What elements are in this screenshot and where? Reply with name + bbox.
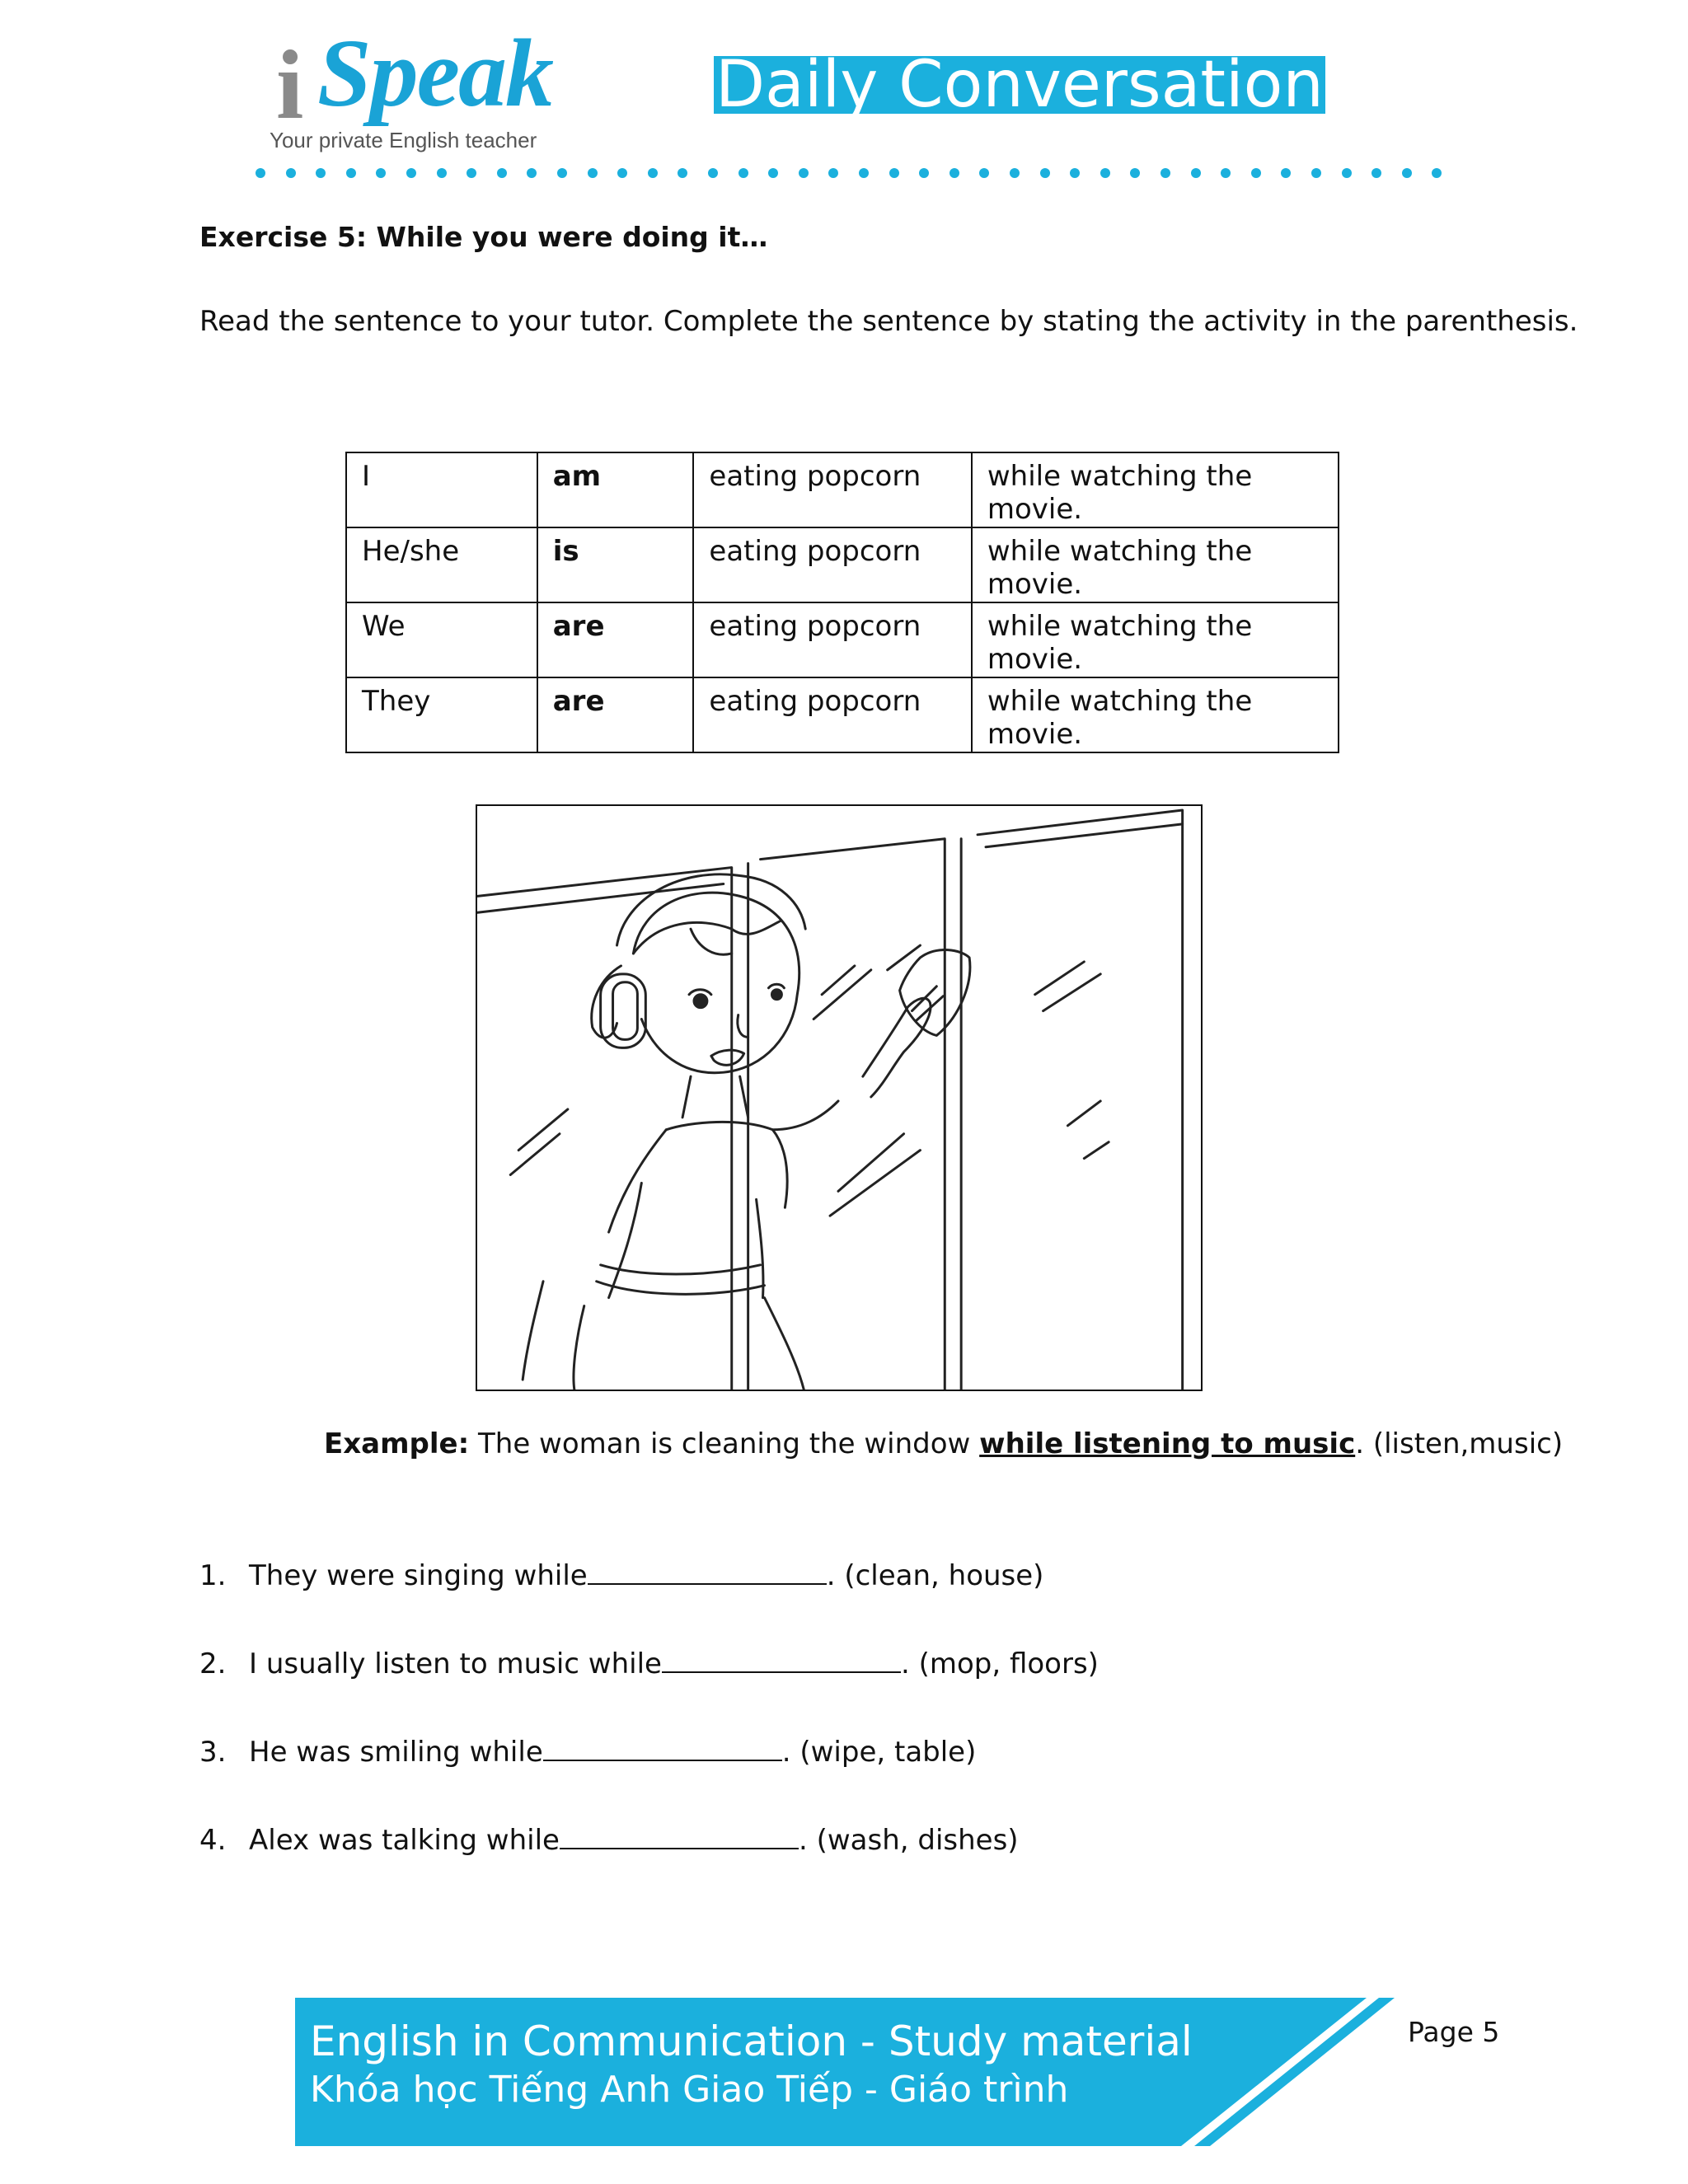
table-row (346, 527, 1339, 602)
divider-dot (738, 168, 748, 178)
question-number: 4. (199, 1824, 227, 1857)
question-hint: . (mop, floors) (900, 1647, 1099, 1680)
question-hint: . (wipe, table) (781, 1736, 977, 1769)
divider-dot (557, 168, 567, 178)
question-number: 3. (199, 1736, 227, 1769)
exercise-title: Exercise 5: While you were doing it… (199, 221, 768, 253)
example-label: Example: (324, 1427, 470, 1460)
table-cell-clause: while watching the movie. (972, 677, 1339, 752)
question-hint: . (clean, house) (826, 1559, 1044, 1592)
page-title: Daily Conversation (715, 48, 1324, 122)
divider-dot (950, 168, 959, 178)
table-cell-activity: eating popcorn (693, 677, 971, 752)
question-item (199, 1647, 1099, 1680)
conjugation-table (345, 452, 1339, 753)
table-cell-verb: are (537, 677, 694, 752)
question-text: I usually listen to music while (249, 1647, 662, 1680)
table-cell-activity: eating popcorn (693, 527, 971, 602)
footer-line-1: English in Communication - Study material (310, 2018, 1193, 2065)
divider-dot (1281, 168, 1291, 178)
illustration-woman-cleaning-window (476, 804, 1203, 1391)
example-answer: while listening to music (979, 1427, 1356, 1460)
divider-dot (799, 168, 809, 178)
logo-speak: Speak (317, 19, 552, 127)
divider-dot (497, 168, 507, 178)
example-text: The woman is cleaning the window (478, 1427, 971, 1460)
question-hint: . (wash, dishes) (798, 1824, 1019, 1857)
logo-i: i (276, 30, 304, 139)
table-cell-activity: eating popcorn (693, 602, 971, 677)
divider-dot (768, 168, 778, 178)
footer-line-2: Khóa học Tiếng Anh Giao Tiếp - Giáo trình (310, 2069, 1069, 2111)
divider-dot (828, 168, 838, 178)
table-row (346, 452, 1339, 527)
divider-dot (1402, 168, 1412, 178)
table-cell-verb: am (537, 452, 694, 527)
table-row (346, 602, 1339, 677)
divider-dot (1130, 168, 1140, 178)
table-cell-clause: while watching the movie. (972, 527, 1339, 602)
table-cell-subject: He/she (346, 527, 537, 602)
divider-dot (1372, 168, 1381, 178)
divider-dot (919, 168, 929, 178)
dotted-divider (256, 165, 1442, 185)
divider-dot (437, 168, 447, 178)
question-text: Alex was talking while (249, 1824, 560, 1857)
table-cell-subject: I (346, 452, 537, 527)
divider-dot (286, 168, 296, 178)
divider-dot (708, 168, 718, 178)
divider-dot (1160, 168, 1170, 178)
divider-dot (648, 168, 658, 178)
divider-dot (678, 168, 687, 178)
divider-dot (1191, 168, 1201, 178)
question-text: He was smiling while (249, 1736, 543, 1769)
divider-dot (859, 168, 869, 178)
table-cell-subject: We (346, 602, 537, 677)
divider-dot (1251, 168, 1261, 178)
logo-tagline: Your private English teacher (270, 128, 537, 152)
divider-dot (406, 168, 416, 178)
table-cell-activity: eating popcorn (693, 452, 971, 527)
divider-dot (1040, 168, 1050, 178)
divider-dot (1342, 168, 1352, 178)
divider-dot (1070, 168, 1080, 178)
question-item (199, 1559, 1043, 1592)
divider-dot (1311, 168, 1321, 178)
divider-dot (467, 168, 476, 178)
answer-blank[interactable] (560, 1826, 799, 1849)
example-sentence (324, 1427, 1563, 1460)
example-hint: . (listen,music) (1355, 1427, 1564, 1460)
table-row (346, 677, 1339, 752)
divider-dot (256, 168, 265, 178)
question-number: 1. (199, 1559, 227, 1592)
divider-dot (617, 168, 627, 178)
exercise-instruction: Read the sentence to your tutor. Complete the sentence by stating the activity in the parenthesis. (199, 305, 1578, 338)
question-item (199, 1736, 976, 1769)
table-cell-clause: while watching the movie. (972, 602, 1339, 677)
answer-blank[interactable] (662, 1650, 901, 1673)
table-cell-verb: are (537, 602, 694, 677)
divider-dot (979, 168, 989, 178)
ispeak-logo (268, 15, 552, 163)
divider-dot (316, 168, 326, 178)
question-text: They were singing while (249, 1559, 588, 1592)
divider-dot (1221, 168, 1231, 178)
divider-dot (588, 168, 598, 178)
page-number: Page 5 (1408, 2016, 1500, 2048)
table-cell-subject: They (346, 677, 537, 752)
answer-blank[interactable] (543, 1738, 782, 1761)
divider-dot (376, 168, 386, 178)
divider-dot (527, 168, 537, 178)
divider-dot (1010, 168, 1020, 178)
question-item (199, 1824, 1019, 1857)
divider-dot (1432, 168, 1442, 178)
footer-banner (295, 1998, 1400, 2146)
table-cell-clause: while watching the movie. (972, 452, 1339, 527)
divider-dot (889, 168, 899, 178)
divider-dot (1100, 168, 1110, 178)
answer-blank[interactable] (588, 1562, 827, 1585)
question-number: 2. (199, 1647, 227, 1680)
table-cell-verb: is (537, 527, 694, 602)
divider-dot (346, 168, 356, 178)
